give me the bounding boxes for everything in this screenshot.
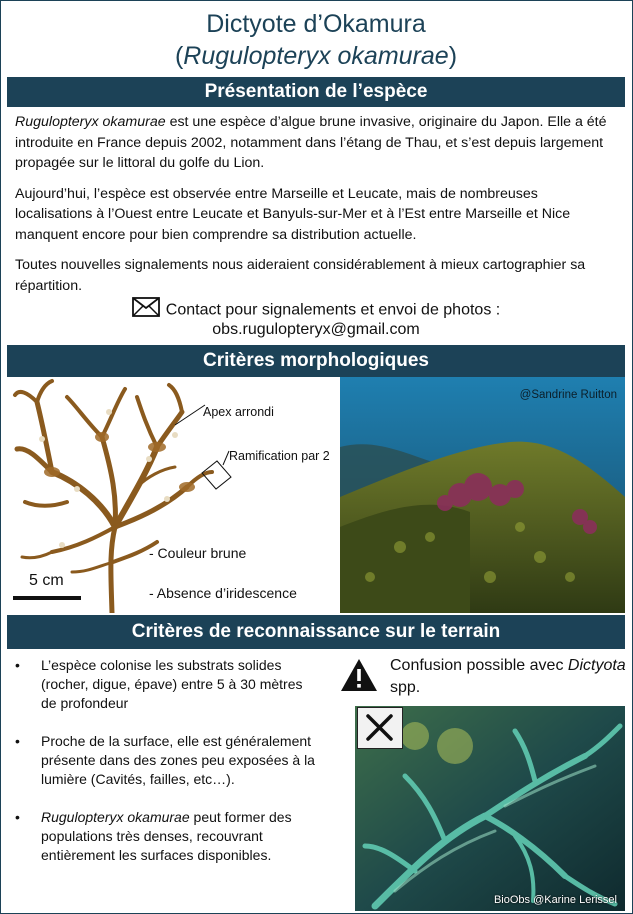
bullet: • xyxy=(15,657,20,673)
criterion-iridescence: - Absence d’iridescence xyxy=(149,585,297,601)
criterion-color: - Couleur brune xyxy=(149,545,247,561)
contact-email[interactable]: obs.rugulopteryx@gmail.com xyxy=(212,321,420,338)
title-block xyxy=(1,1,631,77)
paren-close: ) xyxy=(448,42,458,70)
page-title: Dictyote d’Okamura xyxy=(206,10,426,38)
seabed-photo-image xyxy=(340,377,625,613)
recognition-list xyxy=(15,656,315,884)
confusion-genus: Dictyota xyxy=(567,657,626,674)
list-item-text: L’espèce colonise les substrats solides (rocher, digue, épave) entre 5 à 30 mètres de profondeur xyxy=(41,657,303,711)
section-title: Présentation de l’espèce xyxy=(204,81,428,102)
scale-bar xyxy=(13,596,81,600)
latin-name xyxy=(1,41,631,71)
photo-credit: BioObs @Karine Lerissel xyxy=(493,894,617,906)
contact-email-line xyxy=(1,319,631,341)
confusion-suffix: spp. xyxy=(390,679,421,696)
section-header-morphology xyxy=(7,345,625,377)
bullet: • xyxy=(15,809,20,825)
annotation-branching: Ramification par 2 xyxy=(229,449,330,463)
list-item xyxy=(15,656,315,713)
list-item xyxy=(15,808,315,865)
species-name: Rugulopteryx okamurae xyxy=(41,809,190,825)
section-title: Critères morphologiques xyxy=(203,350,429,371)
confusion-label: Confusion possible avec xyxy=(390,657,568,674)
section-title: Critères de reconnaissance sur le terrain xyxy=(131,621,501,642)
list-item-text: peut former des populations très denses, recouvrant entièrement les surfaces disponibles. xyxy=(41,809,292,863)
scale-label: 5 cm xyxy=(29,572,64,589)
paragraph-2: Aujourd’hui, l’espèce est observée entre Marseille et Leucate, mais de nombreuses localisations à l’Ouest entre Leucate et Banyuls-sur-Mer et à l’Est entre Marseille et Nice manquent encore pour bien comprendre sa distribution actuelle. xyxy=(15,185,571,243)
list-item xyxy=(15,732,315,789)
paren-open: ( xyxy=(174,42,184,70)
paragraph-1-text: est une espèce d’algue brune invasive, originaire du Japon. Elle a été introduite en France depuis 2002, notamment dans l’étang de Thau, et s’est depuis largement propagée sur le littoral du golfe du Lion. xyxy=(15,114,607,171)
cross-mark-icon xyxy=(357,707,403,749)
presentation-text xyxy=(15,112,619,306)
section-header-presentation xyxy=(7,77,625,107)
confusion-text xyxy=(390,655,630,699)
list-item-text: Proche de la surface, elle est généralement présente dans des zones peu exposées à la lumière (Cavités, failles, etc…). xyxy=(41,733,315,787)
warning-icon xyxy=(339,657,379,698)
paragraph-1 xyxy=(15,112,619,174)
latin-name-text: Rugulopteryx okamurae xyxy=(183,42,449,70)
section-header-recognition xyxy=(7,615,625,649)
contact-label: Contact pour signalements et envoi de photos : xyxy=(165,301,501,319)
species-name: Rugulopteryx okamurae xyxy=(15,114,166,130)
annotation-apex: Apex arrondi xyxy=(203,405,274,419)
photo-credit: @Sandrine Ruitton xyxy=(519,389,617,401)
paragraph-3: Toutes nouvelles signalements nous aideraient considérablement à mieux cartographier sa répartition. xyxy=(15,257,586,294)
underwater-photo xyxy=(340,377,625,613)
bullet: • xyxy=(15,733,20,749)
